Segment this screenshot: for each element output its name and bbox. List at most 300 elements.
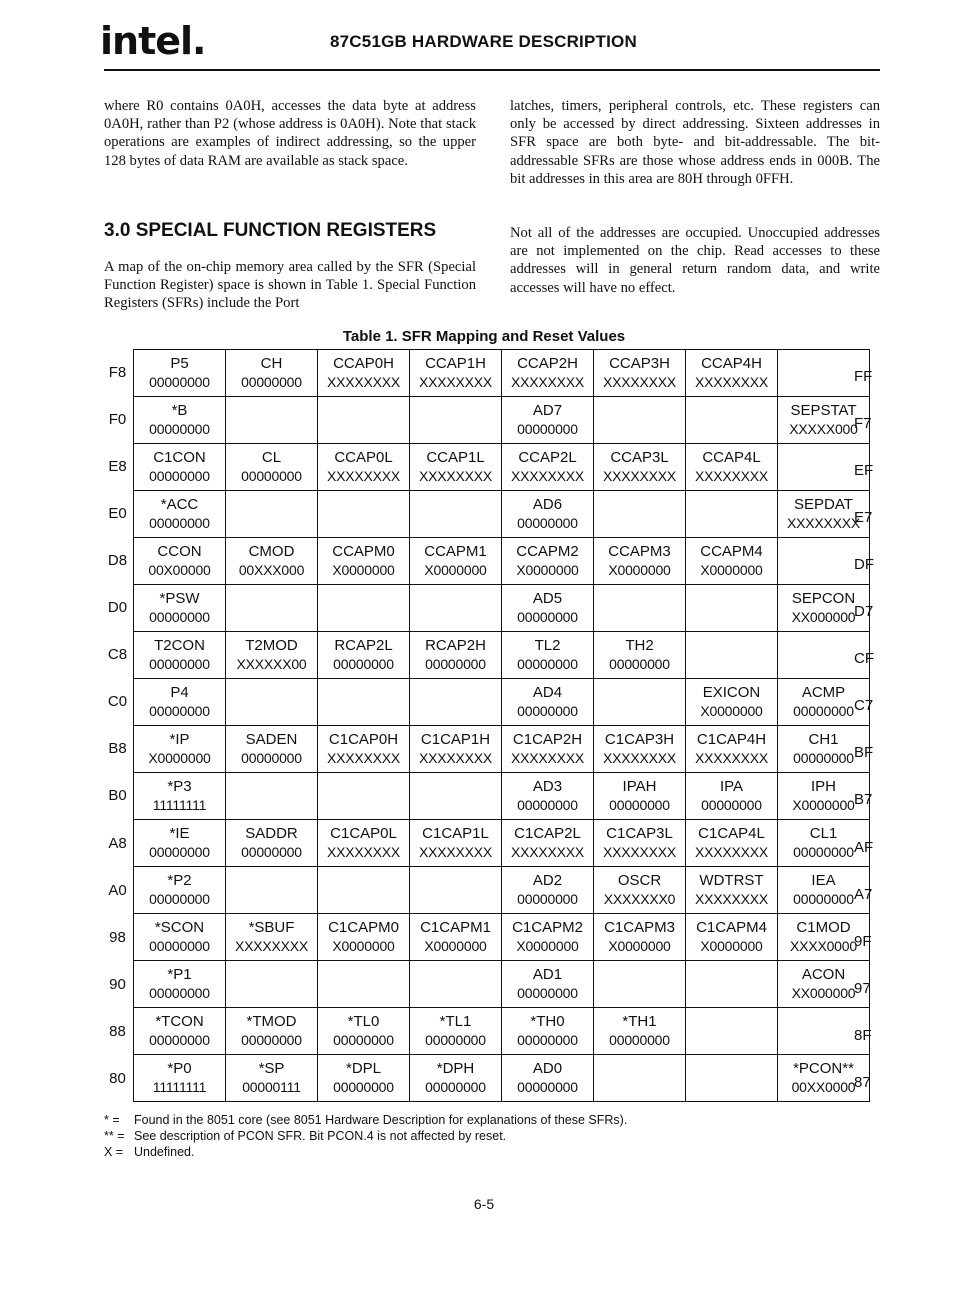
sfr-register-name: C1CAP4L [698,825,765,842]
sfr-register-name: C1CAPM0 [328,919,399,936]
sfr-register-name: AD5 [532,590,563,607]
sfr-cell [134,679,226,726]
sfr-reset-value: XXXXXXXX [602,374,677,390]
sfr-cell [318,679,410,726]
sfr-register-name: OSCR [617,872,662,889]
sfr-reset-value: 00000000 [149,656,210,672]
sfr-cell [226,397,318,444]
sfr-register-name: C1CON [153,449,206,466]
sfr-reset-value: XXXXXXXX [510,844,585,860]
row-start-address: 88 [109,1022,126,1040]
row-end-address: BF [854,744,874,762]
sfr-reset-value: X0000000 [608,938,671,954]
sfr-reset-value: 00000000 [517,891,578,907]
sfr-cell [410,632,502,679]
sfr-reset-value: 00X00000 [148,562,211,578]
sfr-cell [594,491,686,538]
sfr-reset-value: X0000000 [332,562,395,578]
sfr-register-name: CCAP4H [701,355,762,372]
sfr-cell [226,726,318,773]
left-column-top [104,97,476,170]
sfr-cell [318,585,410,632]
sfr-reset-value: 00000000 [149,985,210,1001]
sfr-register-name: CCAP4L [702,449,761,466]
sfr-register-name: EXICON [702,684,761,701]
sfr-register-name: P4 [170,684,189,701]
sfr-reset-value: XXXXXXXX [602,844,677,860]
row-start-address: F0 [108,410,127,428]
sfr-register-name: *SCON [154,919,205,936]
sfr-row [134,1008,870,1055]
row-start-address: 90 [109,975,126,993]
sfr-register-name: C1CAPM2 [512,919,583,936]
sfr-reset-value: 00000000 [517,1079,578,1095]
sfr-register-name: AD6 [532,496,563,513]
sfr-reset-value: X0000000 [700,938,763,954]
sfr-register-name: *IE [169,825,190,842]
sfr-reset-value: XXXXX000 [789,421,858,437]
sfr-cell [502,632,594,679]
sfr-register-name: AD4 [532,684,563,701]
sfr-register-name: *TMOD [246,1013,297,1030]
sfr-reset-value: 00000000 [517,985,578,1001]
sfr-cell [226,350,318,397]
sfr-register-name: RCAP2H [425,637,486,654]
sfr-register-name: *ACC [160,496,199,513]
sfr-cell [410,773,502,820]
left-column-bottom [104,258,476,313]
sfr-register-name: ACMP [801,684,846,701]
sfr-cell [226,961,318,1008]
sfr-cell [594,679,686,726]
sfr-reset-value: XXXXXXX0 [603,891,676,907]
sfr-reset-value: X0000000 [332,938,395,954]
note-row [104,1112,627,1128]
sfr-register-name: CH [260,355,283,372]
sfr-register-name: *PCON** [793,1060,854,1077]
sfr-reset-value: 00000000 [149,1032,210,1048]
sfr-row [134,679,870,726]
sfr-reset-value: X0000000 [516,562,579,578]
row-end-address: A7 [854,885,873,903]
sfr-reset-value: 00XX0000 [791,1079,856,1095]
sfr-cell [134,350,226,397]
note-key: X = [104,1145,124,1159]
sfr-register-name: *TCON [155,1013,204,1030]
row-end-address: 9F [854,932,872,950]
sfr-cell [410,961,502,1008]
note-text: See description of PCON SFR. Bit PCON.4 is not affected by reset. [134,1129,507,1143]
sfr-reset-value: 00000000 [425,1032,486,1048]
sfr-cell [134,632,226,679]
sfr-register-name: *SBUF [248,919,295,936]
sfr-reset-value: 00000000 [241,844,302,860]
sfr-cell [502,961,594,1008]
sfr-cell [686,350,778,397]
row-end-address: C7 [854,697,874,715]
sfr-cell [134,538,226,585]
right-column-bottom [510,224,880,297]
sfr-reset-value: XXXXXXXX [418,374,493,390]
sfr-reset-value: XXXXXXXX [694,374,769,390]
row-start-address: D8 [107,551,128,569]
sfr-reset-value: XXXXXXXX [694,468,769,484]
sfr-row [134,961,870,1008]
sfr-reset-value: 00000000 [517,1032,578,1048]
sfr-reset-value: 00000000 [241,468,302,484]
sfr-cell [686,820,778,867]
sfr-cell [686,538,778,585]
sfr-cell [226,538,318,585]
row-start-address: E0 [108,504,127,522]
sfr-cell [686,773,778,820]
sfr-cell [134,491,226,538]
sfr-cell [134,585,226,632]
sfr-cell [134,397,226,444]
sfr-cell [134,820,226,867]
sfr-row [134,773,870,820]
sfr-row [134,444,870,491]
sfr-register-name: CCAPM2 [516,543,579,560]
sfr-register-name: *TL0 [347,1013,380,1030]
sfr-mapping-table [133,349,870,1102]
sfr-register-name: C1CAPM4 [696,919,767,936]
sfr-cell [226,444,318,491]
sfr-cell [686,444,778,491]
sfr-register-name: T2MOD [245,637,298,654]
sfr-cell [594,444,686,491]
sfr-cell [594,585,686,632]
sfr-cell [226,585,318,632]
right-column-top [510,97,880,188]
sfr-register-name: CCON [157,543,202,560]
sfr-row [134,914,870,961]
sfr-cell [318,914,410,961]
sfr-reset-value: XXXXXXXX [326,844,401,860]
sfr-register-name: C1CAP0H [328,731,399,748]
sfr-cell [502,444,594,491]
sfr-reset-value: 00000000 [793,703,854,719]
sfr-cell [686,491,778,538]
sfr-cell [410,1008,502,1055]
sfr-reset-value: XXXXXXXX [694,750,769,766]
sfr-reset-value: X0000000 [516,938,579,954]
sfr-reset-value: XXXXXXXX [418,750,493,766]
sfr-cell [226,773,318,820]
sfr-reset-value: XXXXXXXX [326,468,401,484]
sfr-register-name: T2CON [154,637,205,654]
sfr-register-name: SEPSTAT [790,402,857,419]
sfr-register-name: P5 [170,355,189,372]
sfr-register-name: TL2 [534,637,561,654]
sfr-cell [318,820,410,867]
sfr-reset-value: XXXXXXXX [694,844,769,860]
row-end-address: B7 [854,791,873,809]
sfr-register-name: *P3 [167,778,192,795]
sfr-row [134,867,870,914]
sfr-reset-value: 00000000 [517,609,578,625]
row-end-address: EF [854,461,874,479]
sfr-register-name: C1CAP3H [604,731,675,748]
sfr-reset-value: 00000000 [517,421,578,437]
sfr-cell [226,679,318,726]
row-start-address: A0 [108,881,127,899]
sfr-cell [686,1008,778,1055]
sfr-register-name: C1CAP1L [422,825,489,842]
sfr-reset-value: 00000000 [149,515,210,531]
sfr-reset-value: 00000000 [149,421,210,437]
sfr-register-name: CCAPM4 [700,543,763,560]
sfr-register-name: AD0 [532,1060,563,1077]
sfr-reset-value: XXXXXXXX [326,750,401,766]
sfr-cell [594,867,686,914]
sfr-cell [502,679,594,726]
sfr-cell [134,1055,226,1102]
row-start-address: D0 [107,599,128,617]
sfr-cell [686,867,778,914]
sfr-register-name: CCAP0H [333,355,394,372]
sfr-reset-value: XXXXXXXX [602,750,677,766]
sfr-row [134,491,870,538]
sfr-cell [134,726,226,773]
sfr-reset-value: 00000000 [241,1032,302,1048]
sfr-cell [594,397,686,444]
sfr-cell [686,1055,778,1102]
sfr-row [134,1055,870,1102]
sfr-cell [318,773,410,820]
sfr-cell [318,1008,410,1055]
sfr-reset-value: 00000000 [517,797,578,813]
sfr-register-name: CCAP2H [517,355,578,372]
sfr-register-name: CCAPM1 [424,543,487,560]
sfr-reset-value: X0000000 [424,562,487,578]
sfr-cell [318,726,410,773]
sfr-reset-value: 00XXX000 [238,562,305,578]
sfr-reset-value: 00000000 [517,656,578,672]
sfr-reset-value: XXXXXXXX [510,374,585,390]
sfr-reset-value: X0000000 [608,562,671,578]
sfr-cell [318,350,410,397]
sfr-cell [318,444,410,491]
row-end-address: D7 [854,603,874,621]
sfr-cell [594,726,686,773]
sfr-cell [594,538,686,585]
sfr-reset-value: 00000000 [701,797,762,813]
sfr-reset-value: 11111111 [152,1079,207,1095]
sfr-row [134,585,870,632]
row-start-address: F8 [108,363,127,381]
paragraph-indirect-addressing: where R0 contains 0A0H, accesses the data byte at address 0A0H, rather than P2 (whose address is 0A0H). Note that stack operations are examples of indirect addressing, so the upper 128 bytes of data RAM are available as stack space. [104,98,476,169]
sfr-register-name: CCAPM3 [608,543,671,560]
note-key: * = [104,1113,120,1127]
sfr-cell [410,350,502,397]
sfr-reset-value: 00000000 [333,656,394,672]
sfr-cell [134,1008,226,1055]
sfr-cell [134,961,226,1008]
sfr-register-name: CCAP1H [425,355,486,372]
sfr-cell [686,961,778,1008]
sfr-cell [226,491,318,538]
sfr-register-name: *SP [258,1060,285,1077]
sfr-cell [410,867,502,914]
note-text: Undefined. [134,1145,195,1159]
table-title: Table 1. SFR Mapping and Reset Values [342,328,626,345]
sfr-row [134,538,870,585]
sfr-register-name: C1CAP4H [696,731,767,748]
row-end-address: DF [854,555,874,573]
note-row [104,1128,627,1144]
sfr-reset-value: XXXXXXXX [326,374,401,390]
sfr-cell [318,961,410,1008]
sfr-reset-value: 00000000 [609,797,670,813]
sfr-cell [594,914,686,961]
sfr-reset-value: 00000000 [517,515,578,531]
table-notes [104,1112,627,1160]
sfr-cell [226,820,318,867]
sfr-reset-value: XXXXXXXX [510,468,585,484]
sfr-reset-value: 00000000 [149,609,210,625]
row-end-address: 97 [854,979,871,997]
sfr-reset-value: 00000000 [241,374,302,390]
sfr-register-name: *DPH [436,1060,475,1077]
intel-logo: intel. [100,19,206,63]
sfr-reset-value: XXXX0000 [790,938,857,954]
sfr-cell [594,632,686,679]
sfr-cell [226,914,318,961]
sfr-register-name: CCAPM0 [332,543,395,560]
sfr-reset-value: 00000000 [149,374,210,390]
sfr-reset-value: 00000000 [793,844,854,860]
sfr-reset-value: XXXXXXXX [602,468,677,484]
sfr-register-name: *B [171,402,188,419]
sfr-register-name: AD7 [532,402,563,419]
sfr-register-name: C1CAP3L [606,825,673,842]
sfr-register-name: *TL1 [439,1013,472,1030]
row-start-address: B8 [108,740,127,758]
sfr-cell [226,867,318,914]
sfr-register-name: IEA [811,872,836,889]
sfr-reset-value: 00000000 [241,750,302,766]
sfr-cell [318,1055,410,1102]
row-end-address: 87 [854,1074,871,1092]
sfr-register-name: AD3 [532,778,563,795]
sfr-reset-value: 00000000 [425,1079,486,1095]
sfr-cell [502,585,594,632]
sfr-reset-value: XXXXXXXX [418,468,493,484]
sfr-register-name: CMOD [248,543,295,560]
sfr-cell [502,1055,594,1102]
sfr-cell [134,444,226,491]
row-start-address: 98 [109,928,126,946]
sfr-cell [686,679,778,726]
sfr-reset-value: X0000000 [792,797,855,813]
row-end-address: AF [854,838,874,856]
sfr-register-name: CL [261,449,282,466]
sfr-register-name: *IP [169,731,190,748]
sfr-cell [318,632,410,679]
sfr-register-name: CCAP3L [610,449,669,466]
sfr-register-name: CCAP2L [518,449,577,466]
sfr-register-name: CCAP0L [334,449,393,466]
sfr-row [134,726,870,773]
sfr-register-name: *TH0 [530,1013,565,1030]
sfr-reset-value: 00000000 [609,656,670,672]
sfr-cell [410,914,502,961]
sfr-reset-value: 00000000 [793,891,854,907]
sfr-reset-value: 00000000 [333,1079,394,1095]
sfr-cell [410,1055,502,1102]
sfr-register-name: CCAP1L [426,449,485,466]
sfr-reset-value: 00000000 [149,891,210,907]
sfr-reset-value: XXXXXXXX [234,938,309,954]
sfr-reset-value: 11111111 [152,797,207,813]
row-start-address: C0 [107,693,128,711]
sfr-register-name: SADEN [245,731,298,748]
sfr-register-name: IPA [719,778,744,795]
sfr-cell [594,773,686,820]
sfr-reset-value: 00000000 [149,844,210,860]
sfr-reset-value: 00000000 [517,703,578,719]
header-rule [104,69,880,71]
sfr-cell [686,585,778,632]
page-header-title: 87C51GB HARDWARE DESCRIPTION [330,32,637,51]
sfr-cell [502,867,594,914]
paragraph-unoccupied-addresses: Not all of the addresses are occupied. Unoccupied addresses are not implemented on the chip. Read accesses to these addresses will in general return random data, and write accesses will have no effect. [510,225,880,296]
sfr-cell [410,538,502,585]
sfr-reset-value: XXXXXXXX [786,515,861,531]
sfr-register-name: TH2 [625,637,654,654]
sfr-reset-value: 00000000 [333,1032,394,1048]
sfr-register-name: *DPL [345,1060,382,1077]
sfr-cell [410,679,502,726]
sfr-reset-value: 00000000 [425,656,486,672]
sfr-register-name: C1CAPM1 [420,919,491,936]
sfr-register-name: SADDR [245,825,298,842]
sfr-register-name: AD2 [532,872,563,889]
sfr-register-name: C1CAPM3 [604,919,675,936]
sfr-register-name: CCAP3H [609,355,670,372]
sfr-cell [410,444,502,491]
sfr-row [134,350,870,397]
sfr-cell [502,1008,594,1055]
sfr-reset-value: X0000000 [700,703,763,719]
row-start-address: C8 [107,646,128,664]
sfr-reset-value: XXXXXXXX [510,750,585,766]
sfr-cell [594,1008,686,1055]
sfr-cell [502,350,594,397]
row-start-address: A8 [108,834,127,852]
sfr-reset-value: X0000000 [424,938,487,954]
sfr-row [134,397,870,444]
sfr-cell [594,1055,686,1102]
sfr-register-name: RCAP2L [334,637,393,654]
sfr-register-name: C1CAP2L [514,825,581,842]
sfr-cell [502,773,594,820]
row-end-address: F7 [854,414,872,432]
sfr-register-name: C1CAP0L [330,825,397,842]
sfr-cell [134,773,226,820]
sfr-cell [226,1055,318,1102]
row-end-address: 8F [854,1026,872,1044]
paragraph-sfr-map: A map of the on-chip memory area called by the SFR (Special Function Register) space is shown in Table 1. Special Function Registers (SFRs) include the Port [104,259,476,312]
sfr-cell [594,350,686,397]
sfr-register-name: C1CAP1H [420,731,491,748]
sfr-row [134,820,870,867]
sfr-reset-value: X0000000 [700,562,763,578]
sfr-reset-value: 00000000 [149,468,210,484]
sfr-cell [502,397,594,444]
sfr-reset-value: XXXXXXXX [418,844,493,860]
